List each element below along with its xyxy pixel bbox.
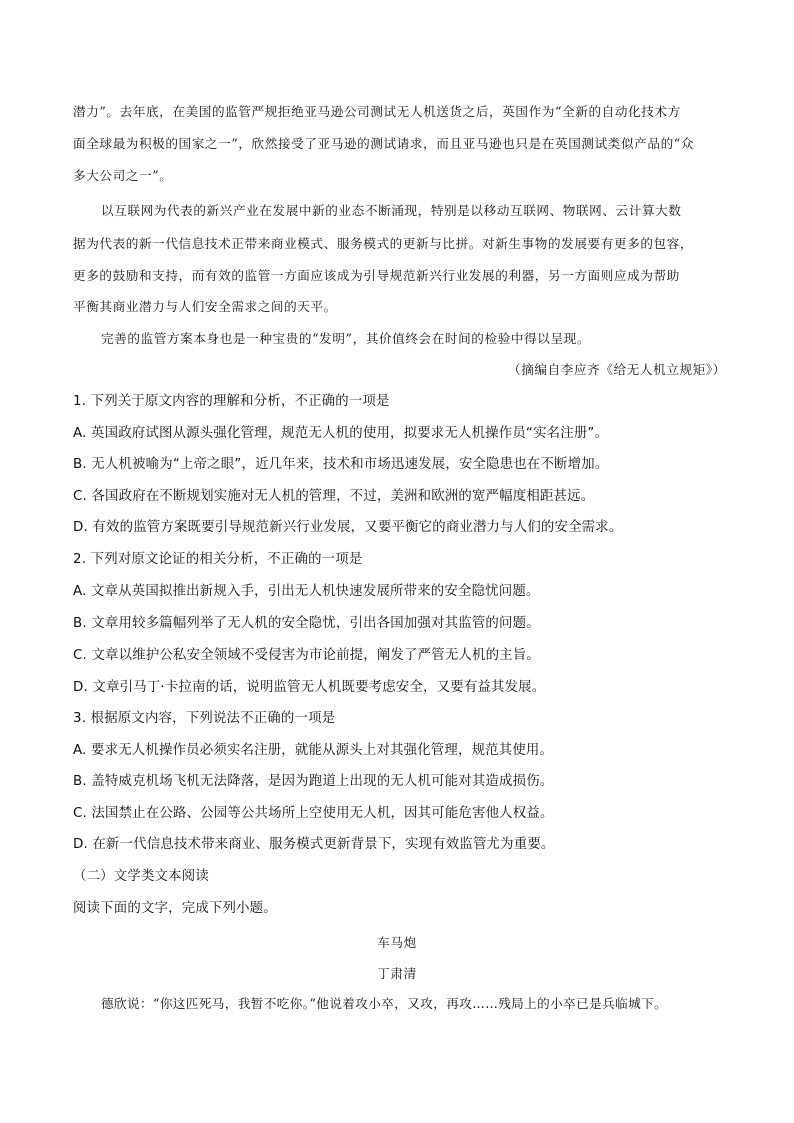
question-option: A. 英国政府试图从源头强化管理，规范无人机的使用，拟要求无人机操作员“实名注册”。 (73, 426, 609, 441)
story-title: 车马炮 (377, 935, 417, 950)
question-option: B. 无人机被喻为“上帝之眼”，近几年来，技术和市场迅速发展，安全隐患也在不断增加。 (73, 457, 609, 472)
question-stem: 3. 根据原文内容，下列说法不正确的一项是 (73, 711, 336, 726)
question-option: B. 文章用较多篇幅列举了无人机的安全隐忧，引出各国加强对其监管的问题。 (73, 616, 540, 631)
question-option: C. 法国禁止在公路、公园等公共场所上空使用无人机，因其可能危害他人权益。 (73, 806, 554, 821)
question-option: B. 盖特威克机场飞机无法降落，是因为跑道上出现的无人机可能对其造成损伤。 (73, 774, 554, 789)
passage-line: 平衡其商业潜力与人们安全需求之间的天平。 (73, 299, 337, 314)
passage-line: 潜力”。去年底，在美国的监管严规拒绝亚马逊公司测试无人机送货之后，英国作为“全新的自动化技术方 (73, 104, 681, 119)
passage-line: 完善的监管方案本身也是一种宝贵的“发明”，其价值终会在时间的检验中得以呈现。 (101, 331, 591, 346)
question-option: D. 在新一代信息技术带来商业、服务模式更新背景下，实现有效监管尤为重要。 (73, 837, 555, 852)
passage-line: 更多的鼓励和支持，而有效的监管一方面应该成为引导规范新兴行业发展的利器，另一方面则应成为帮助 (73, 268, 680, 283)
question-option: D. 文章引马丁·卡拉南的话，说明监管无人机既要考虑安全，又要有益其发展。 (73, 680, 546, 695)
question-stem: 2. 下列对原文论证的相关分析，不正确的一项是 (73, 552, 363, 567)
passage-line: 据为代表的新一代信息技术正带来商业模式、服务模式的更新与比拼。对新生事物的发展要有更多的包容， (73, 236, 694, 251)
question-option: A. 要求无人机操作员必须实名注册，就能从源头上对其强化管理，规范其使用。 (73, 743, 554, 758)
source-citation: （摘编自李应齐《给无人机立规矩》） (508, 362, 726, 377)
passage-line: 多大公司之一”。 (73, 168, 173, 183)
passage-line: 以互联网为代表的新兴产业在发展中新的业态不断涌现，特别是以移动互联网、物联网、云计算大数 (101, 203, 682, 218)
passage-line: 面全球最为积极的国家之一”，欣然接受了亚马逊的测试请求，而且亚马逊也只是在英国测试类似产品的“众 (73, 136, 694, 151)
story-author: 丁肃清 (377, 966, 417, 981)
question-option: C. 各国政府在不断规划实施对无人机的管理，不过，美洲和欧洲的宽严幅度相距甚远。 (73, 489, 595, 504)
question-option: D. 有效的监管方案既要引导规范新兴行业发展，又要平衡它的商业潜力与人们的安全需求。 (73, 520, 623, 535)
question-stem: 1. 下列关于原文内容的理解和分析，不正确的一项是 (73, 394, 390, 409)
section-heading: （二）文学类文本阅读 (73, 869, 209, 884)
question-option: A. 文章从英国拟推出新规入手，引出无人机快速发展所带来的安全隐忧问题。 (73, 584, 540, 599)
story-first-line: 德欣说：“你这匹死马，我暂不吃你。”他说着攻小卒，又攻，再攻……残局上的小卒已是兵临城下。 (101, 996, 668, 1011)
question-option: C. 文章以维护公私安全领域不受侵害为市论前提，阐发了严管无人机的主旨。 (73, 648, 540, 663)
section-instruction: 阅读下面的文字，完成下列小题。 (73, 901, 277, 916)
